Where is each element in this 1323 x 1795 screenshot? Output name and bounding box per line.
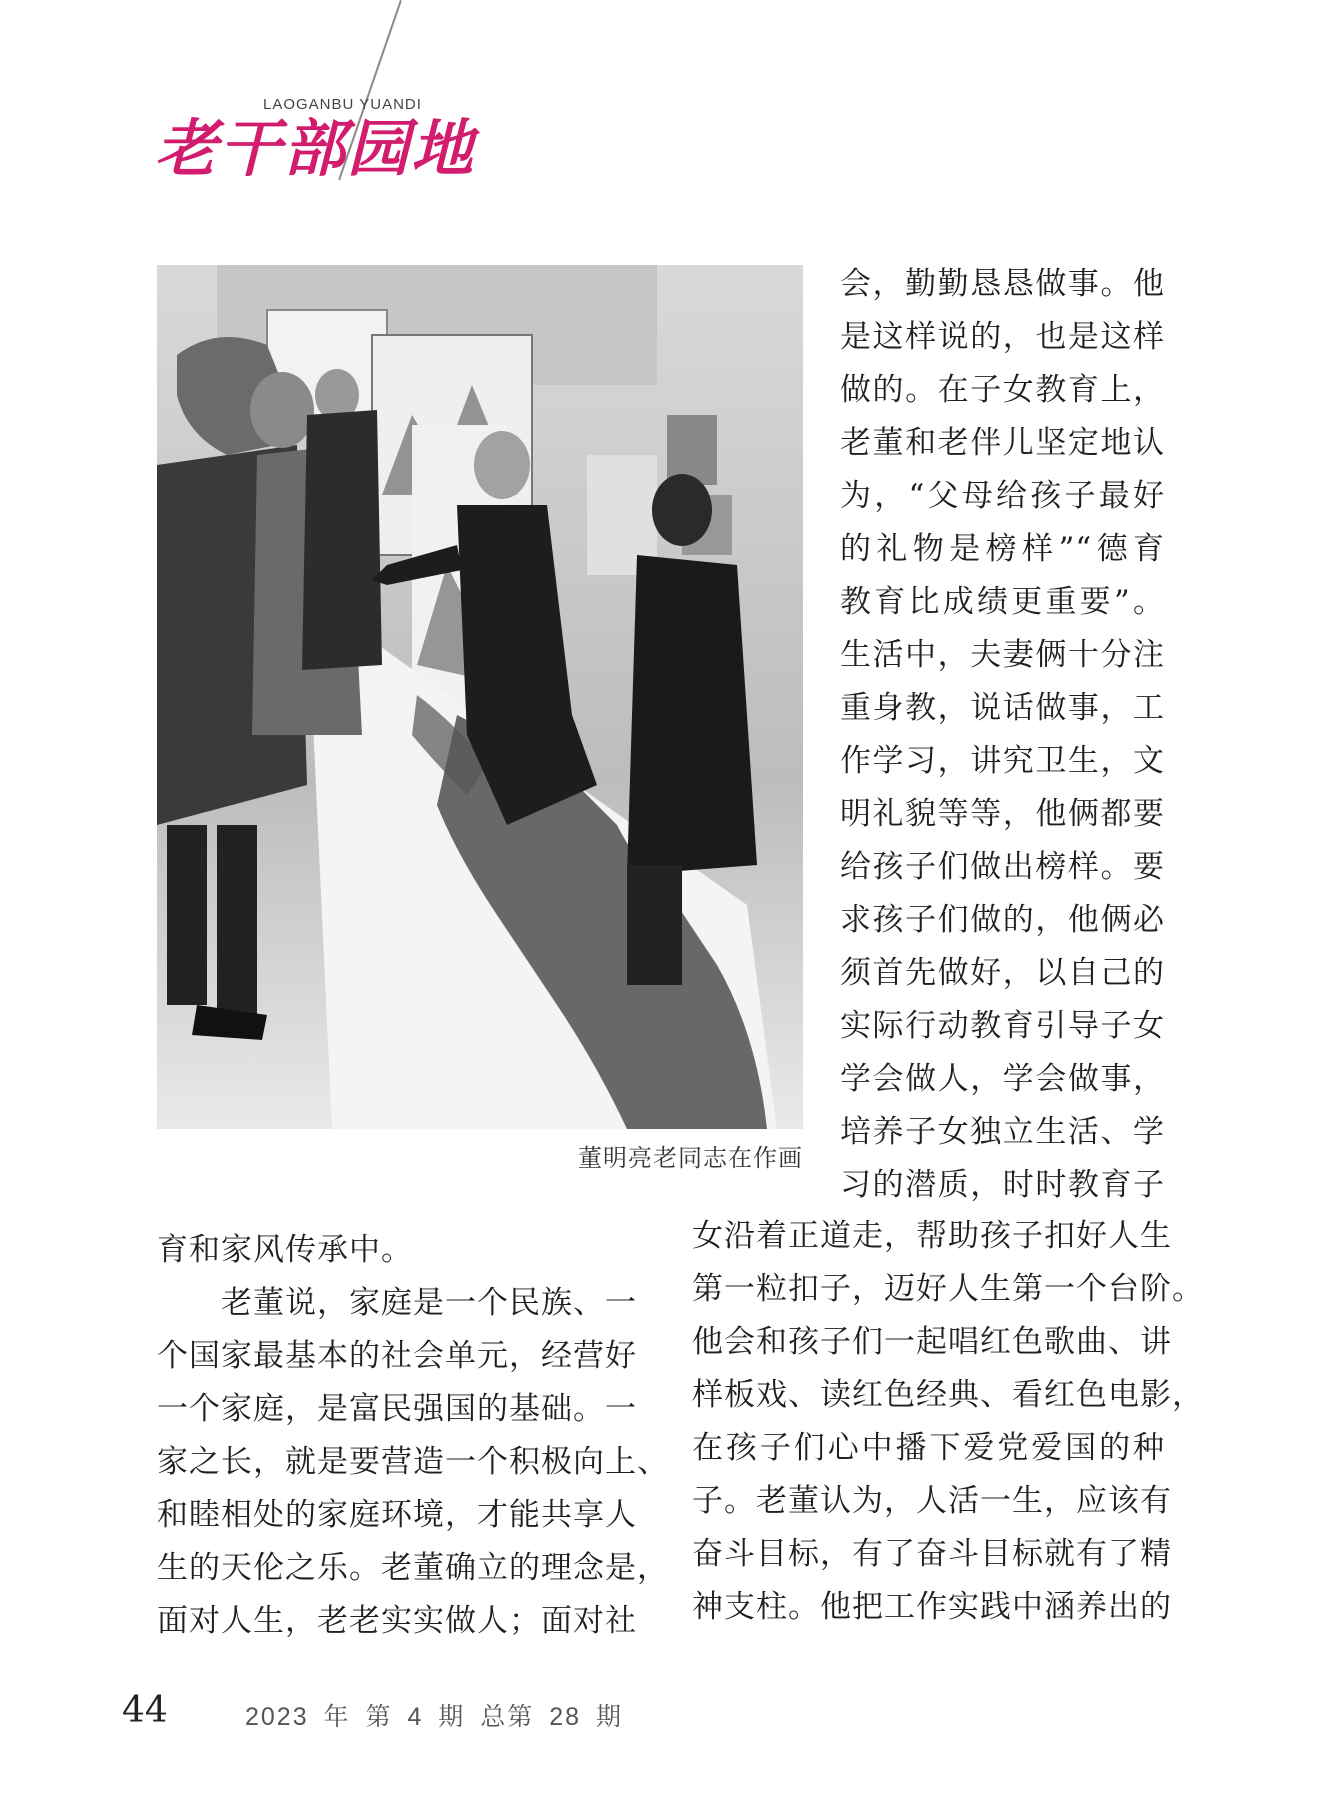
- text-line: 老董说，家庭是一个民族、一: [157, 1285, 637, 1321]
- text-line: 第一粒扣子，迈好人生第一个台阶。: [692, 1271, 1204, 1307]
- text-line: 明礼貌等等，他俩都要: [840, 796, 1165, 832]
- text-line: 做的。在子女教育上，: [840, 372, 1165, 408]
- text-line: 教育比成绩更重要”。: [840, 584, 1165, 620]
- text-line: 家之长，就是要营造一个积极向上、: [157, 1444, 669, 1480]
- text-line: 求孩子们做的，他俩必: [840, 902, 1165, 938]
- text-line: 是这样说的，也是这样: [840, 319, 1165, 355]
- text-column-right-bottom: [692, 1210, 1204, 1634]
- text-line: 一个家庭，是富民强国的基础。一: [157, 1391, 637, 1427]
- text-line: 他会和孩子们一起唱红色歌曲、讲: [692, 1324, 1172, 1360]
- text-column-right-top: [840, 258, 1165, 1212]
- text-line: 育和家风传承中。: [157, 1232, 413, 1268]
- text-line: 奋斗目标，有了奋斗目标就有了精: [692, 1536, 1172, 1572]
- text-line: 作学习，讲究卫生，文: [840, 743, 1165, 779]
- photo-caption: 董明亮老同志在作画: [578, 1144, 803, 1172]
- header-title: 老干部园地: [155, 112, 476, 185]
- text-column-left: [157, 1224, 669, 1648]
- text-line: 面对人生，老老实实做人；面对社: [157, 1603, 637, 1639]
- text-line: 会，勤勤恳恳做事。他: [840, 266, 1165, 302]
- text-line: 子。老董认为，人活一生，应该有: [692, 1483, 1172, 1519]
- text-line: 学会做人，学会做事，: [840, 1061, 1165, 1097]
- text-line: 培养子女独立生活、学: [840, 1114, 1165, 1150]
- text-line: 给孩子们做出榜样。要: [840, 849, 1165, 885]
- text-line: 个国家最基本的社会单元，经营好: [157, 1338, 637, 1374]
- text-line: 为，“父母给孩子最好: [840, 478, 1165, 514]
- text-line: 实际行动教育引导子女: [840, 1008, 1165, 1044]
- issue-info: 2023 年 第 4 期 总第 28 期: [245, 1703, 623, 1731]
- text-line: 老董和老伴儿坚定地认: [840, 425, 1165, 461]
- header-subtitle: LAOGANBU YUANDI: [263, 96, 422, 113]
- text-line: 须首先做好，以自己的: [840, 955, 1165, 991]
- text-line: 生的天伦之乐。老董确立的理念是，: [157, 1550, 669, 1586]
- text-line: 的礼物是榜样”“德育: [840, 531, 1165, 567]
- text-line: 神支柱。他把工作实践中涵养出的: [692, 1589, 1172, 1625]
- text-line: 样板戏、读红色经典、看红色电影，: [692, 1377, 1204, 1413]
- page-number: 44: [122, 1690, 168, 1731]
- text-line: 女沿着正道走，帮助孩子扣好人生: [692, 1218, 1172, 1254]
- article-photo: [157, 265, 803, 1129]
- text-line: 习的潜质，时时教育子: [840, 1167, 1165, 1203]
- text-line: 生活中，夫妻俩十分注: [840, 637, 1165, 673]
- text-line: 和睦相处的家庭环境，才能共享人: [157, 1497, 637, 1533]
- text-line: 在孩子们心中播下爱党爱国的种: [692, 1430, 1165, 1466]
- text-line: 重身教，说话做事，工: [840, 690, 1165, 726]
